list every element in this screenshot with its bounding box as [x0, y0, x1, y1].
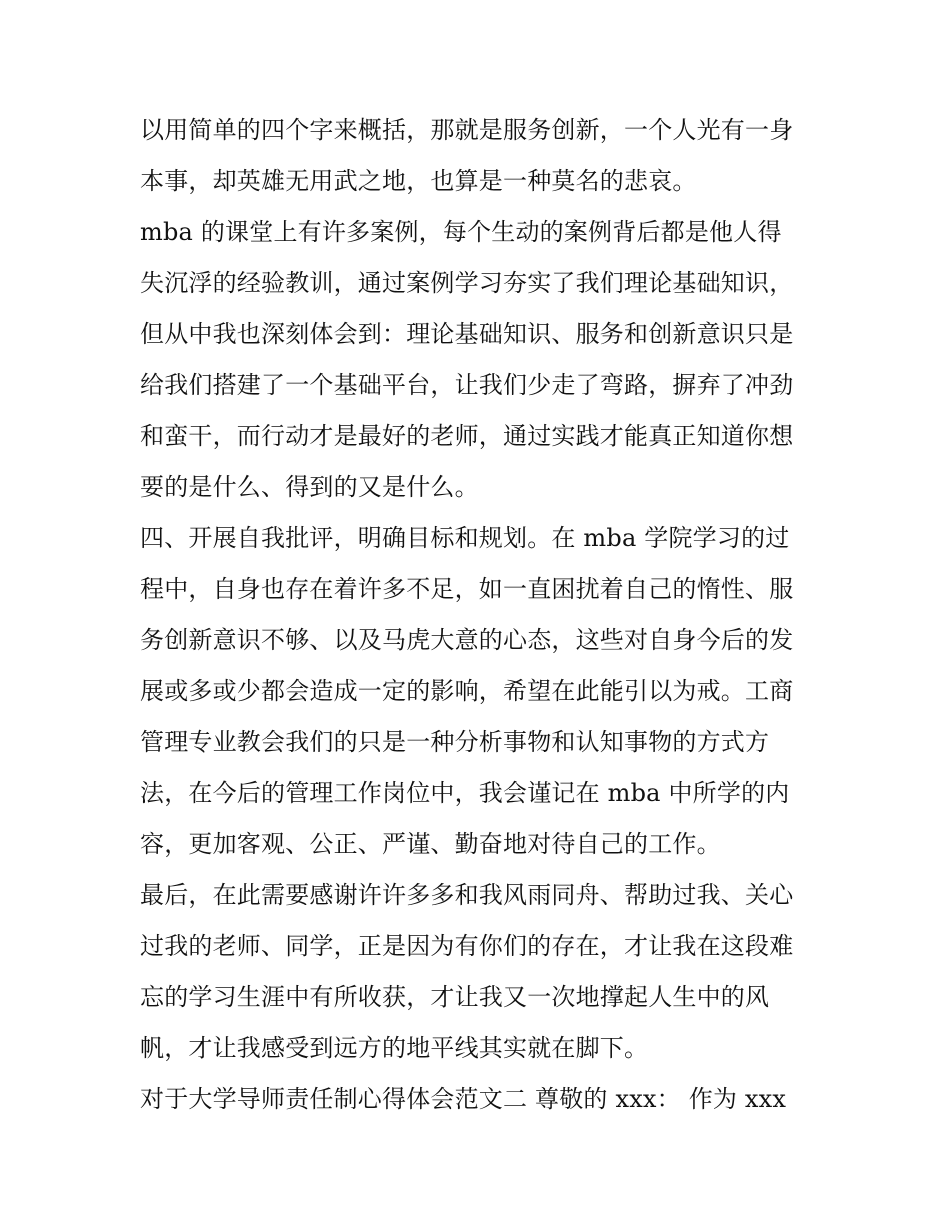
- text-line: 对于大学导师责任制心得体会范文二 尊敬的 xxx： 作为 xxx: [140, 1085, 787, 1113]
- text-line: 但从中我也深刻体会到：理论基础知识、服务和创新意识只是: [140, 320, 794, 348]
- text-line: 要的是什么、得到的又是什么。: [140, 473, 479, 501]
- text-line: 帆，才让我感受到远方的地平线其实就在脚下。: [140, 1034, 649, 1062]
- text-line: 四、开展自我批评，明确目标和规划。在 mba 学院学习的过: [140, 524, 790, 552]
- text-line: 失沉浮的经验教训，通过案例学习夯实了我们理论基础知识，: [140, 269, 794, 297]
- text-line: 忘的学习生涯中有所收获，才让我又一次地撑起人生中的风: [140, 983, 770, 1011]
- text-line: 法，在今后的管理工作岗位中，我会谨记在 mba 中所学的内: [140, 779, 790, 807]
- text-line: 本事，却英雄无用武之地，也算是一种莫名的悲哀。: [140, 167, 697, 195]
- text-line: 给我们搭建了一个基础平台，让我们少走了弯路，摒弃了冲劲: [140, 371, 794, 399]
- text-line: 容，更加客观、公正、严谨、勤奋地对待自己的工作。: [140, 830, 721, 858]
- text-line: 以用简单的四个字来概括，那就是服务创新，一个人光有一身: [140, 116, 794, 144]
- text-line: 程中，自身也存在着许多不足，如一直困扰着自己的惰性、服: [140, 575, 794, 603]
- body-text: [140, 107, 820, 1127]
- text-line: 和蛮干，而行动才是最好的老师，通过实践才能真正知道你想: [140, 422, 794, 450]
- text-line: 展或多或少都会造成一定的影响，希望在此能引以为戒。工商: [140, 677, 794, 705]
- text-line: 过我的老师、同学，正是因为有你们的存在，才让我在这段难: [140, 932, 794, 960]
- text-line: mba 的课堂上有许多案例，每个生动的案例背后都是他人得: [140, 218, 782, 246]
- text-line: 务创新意识不够、以及马虎大意的心态，这些对自身今后的发: [140, 626, 794, 654]
- text-line: 最后，在此需要感谢许许多多和我风雨同舟、帮助过我、关心: [140, 881, 794, 909]
- text-line: 管理专业教会我们的只是一种分析事物和认知事物的方式方: [140, 728, 770, 756]
